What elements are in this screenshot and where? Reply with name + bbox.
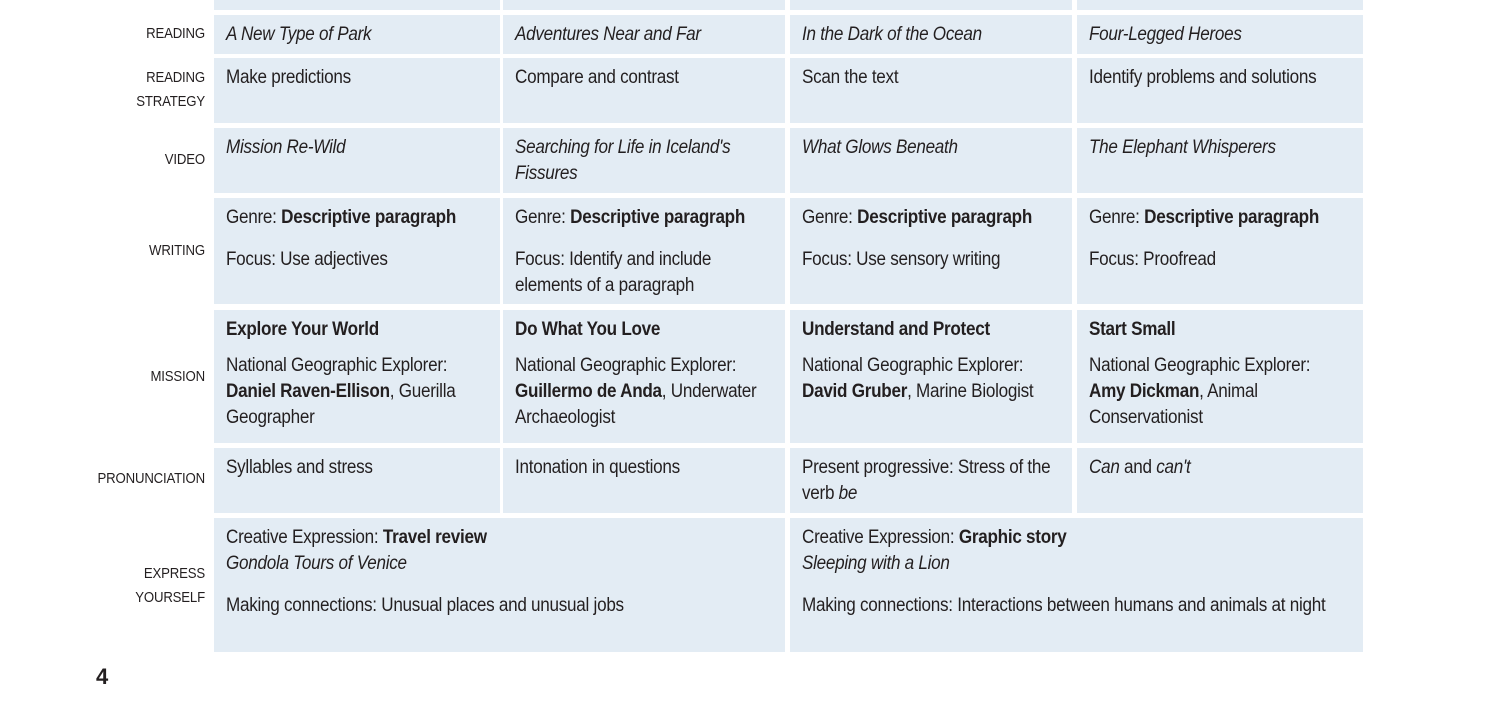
pronunciation-cell (790, 448, 1072, 513)
strategy-text: Identify problems and solutions (1089, 67, 1317, 88)
video-title: The Elephant Whisperers (1089, 137, 1276, 158)
video-cell (503, 128, 785, 193)
reading-title: In the Dark of the Ocean (802, 24, 982, 45)
explorer-name: Daniel Raven-Ellison (226, 381, 390, 402)
previous-row-strip (214, 0, 500, 10)
genre-prefix: Genre: (802, 207, 858, 228)
row-label-reading: READING (146, 25, 205, 42)
pronunciation-cell (503, 448, 785, 513)
explorer-name: David Gruber (802, 381, 908, 402)
reading-title: Adventures Near and Far (515, 24, 701, 45)
row-label-line: READING (146, 69, 205, 86)
creative-title: Sleeping with a Lion (802, 553, 950, 574)
pronunciation-cell (1077, 448, 1363, 513)
writing-cell (790, 198, 1072, 304)
writing-cell (503, 198, 785, 304)
mission-cell (790, 310, 1072, 443)
row-label-express-yourself (77, 562, 205, 610)
pronunciation-text: Present progressive: Stress of the verb (802, 457, 1051, 504)
row-label-mission: MISSION (150, 368, 205, 385)
creative-prefix: Creative Expression: (802, 527, 959, 548)
explorer-prefix: National Geographic Explorer: (226, 355, 448, 376)
pronunciation-italic: be (838, 483, 858, 504)
explorer-role: , Marine Biologist (907, 381, 1034, 402)
reading-strategy-cell (1077, 58, 1363, 123)
explorer-role: , Guerilla Geographer (226, 381, 456, 428)
reading-strategy-cell (503, 58, 785, 123)
row-label-writing: WRITING (149, 242, 205, 259)
video-cell (1077, 128, 1363, 193)
genre-value: Descriptive paragraph (857, 207, 1033, 228)
pronunciation-italic: Can (1089, 457, 1120, 478)
genre-prefix: Genre: (226, 207, 282, 228)
express-cell (790, 518, 1363, 652)
reading-cell (790, 15, 1072, 54)
explorer-name: Guillermo de Anda (515, 381, 662, 402)
writing-focus: Focus: Use sensory writing (802, 249, 1001, 270)
express-cell (214, 518, 785, 652)
making-connections: Making connections: Unusual places and unusual jobs (226, 595, 624, 616)
strategy-text: Compare and contrast (515, 67, 679, 88)
pronunciation-text: Intonation in questions (515, 457, 680, 478)
writing-focus: Focus: Identify and include elements of a paragraph (515, 249, 712, 296)
row-label-video: VIDEO (164, 151, 205, 168)
pronunciation-cell (214, 448, 500, 513)
reading-title: A New Type of Park (226, 24, 372, 45)
mission-title: Start Small (1089, 319, 1176, 340)
video-cell (790, 128, 1072, 193)
row-label-pronunciation: PRONUNCIATION (97, 470, 205, 487)
previous-row-strip (503, 0, 785, 10)
explorer-role: , Underwater Archaeologist (515, 381, 757, 428)
row-label-line: EXPRESS (143, 565, 205, 582)
previous-row-strip (790, 0, 1072, 10)
genre-prefix: Genre: (1089, 207, 1145, 228)
previous-row-strip (1077, 0, 1363, 10)
explorer-name: Amy Dickman (1089, 381, 1200, 402)
mission-cell (214, 310, 500, 443)
writing-focus: Focus: Use adjectives (226, 249, 388, 270)
reading-strategy-cell (214, 58, 500, 123)
creative-type: Travel review (382, 527, 487, 548)
video-title: Searching for Life in Iceland's Fissures (515, 137, 731, 184)
row-label-reading-strategy (77, 66, 205, 114)
explorer-prefix: National Geographic Explorer: (515, 355, 737, 376)
creative-prefix: Creative Expression: (226, 527, 383, 548)
reading-cell (1077, 15, 1363, 54)
writing-focus: Focus: Proofread (1089, 249, 1216, 270)
explorer-role: , Animal Conservationist (1089, 381, 1258, 428)
reading-strategy-cell (790, 58, 1072, 123)
mission-title: Do What You Love (515, 319, 661, 340)
page-number: 4 (96, 664, 109, 689)
strategy-text: Make predictions (226, 67, 351, 88)
pronunciation-italic: can't (1156, 457, 1191, 478)
video-cell (214, 128, 500, 193)
writing-cell (1077, 198, 1363, 304)
pronunciation-text: and (1119, 457, 1157, 478)
genre-value: Descriptive paragraph (570, 207, 746, 228)
reading-title: Four-Legged Heroes (1089, 24, 1242, 45)
pronunciation-text: Syllables and stress (226, 457, 373, 478)
row-label-line: STRATEGY (136, 93, 205, 110)
explorer-prefix: National Geographic Explorer: (1089, 355, 1311, 376)
making-connections: Making connections: Interactions between humans and animals at night (802, 595, 1326, 616)
genre-value: Descriptive paragraph (1144, 207, 1320, 228)
video-title: Mission Re-Wild (226, 137, 346, 158)
mission-title: Understand and Protect (802, 319, 990, 340)
genre-prefix: Genre: (515, 207, 571, 228)
row-label-line: YOURSELF (135, 589, 205, 606)
mission-title: Explore Your World (226, 319, 379, 340)
explorer-prefix: National Geographic Explorer: (802, 355, 1024, 376)
video-title: What Glows Beneath (802, 137, 958, 158)
reading-cell (503, 15, 785, 54)
strategy-text: Scan the text (802, 67, 899, 88)
genre-value: Descriptive paragraph (281, 207, 457, 228)
creative-type: Graphic story (958, 527, 1067, 548)
writing-cell (214, 198, 500, 304)
creative-title: Gondola Tours of Venice (226, 553, 407, 574)
mission-cell (503, 310, 785, 443)
mission-cell (1077, 310, 1363, 443)
reading-cell (214, 15, 500, 54)
